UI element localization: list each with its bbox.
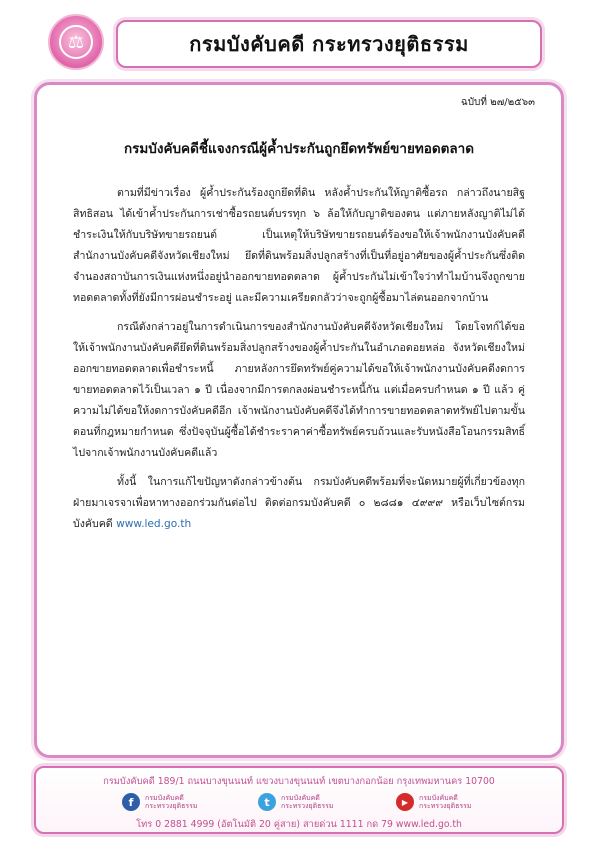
paragraph-3-text: ทั้งนี้ ในการแก้ไขปัญหาดังกล่าวข้างต้น กรมบังคับคดีพร้อมที่จะนัดหมายผู้ที่เกี่ยวข้องทุกฝ่ายมาเจรจาเพื่อหาทางออกร่วมกันต่อไป ติดต่อกรมบังคับคดี ๐ ๒๘๘๑ ๔๙๙๙ หรือเว็บไซต์กรมบังคับคดี: [73, 476, 525, 530]
page-header: [0, 0, 600, 80]
issue-number: ฉบับที่ ๒๗/๒๕๖๓: [460, 97, 535, 108]
page-title: กรมบังคับคดี กระทรวงยุติธรรม: [189, 32, 469, 56]
facebook-link[interactable]: f กรมบังคับคดี กระทรวงยุติธรรม: [122, 790, 205, 814]
headline: กรมบังคับคดีชี้แจงกรณีผู้ค้ำประกันถูกยึดทรัพย์ขายทอดตลาด: [123, 141, 475, 157]
twitter-icon: t: [258, 793, 276, 811]
social-links: [36, 790, 562, 814]
paragraph-2: กรณีดังกล่าวอยู่ในการดำเนินการของสำนักงานบังคับคดีจังหวัดเชียงใหม่ โดยโจทก์ได้ขอให้เจ้าพนักงานบังคับคดียึดที่ดินพร้อมสิ่งปลูกสร้างของผู้ค้ำประกันในอำเภอดอยหล่อ จังหวัดเชียงใหม่ ออกขายทอดตลาดเพื่อชำระหนี้ ภายหลังการยึดทรัพย์คู่ความได้ขอให้เจ้าพนักงานบังคับคดีงดการขายทอดตลาดไว้เป็นเวลา ๑ ปี เนื่องจากมีการตกลงผ่อนชำระหนี้กัน แต่เมื่อครบกำหนด ๑ ปี แล้ว คู่ความไม่ได้ขอให้งดการบังคับคดีอีก เจ้าพนักงานบังคับคดีจึงได้ทำการขายทอดตลาดทรัพย์ไปตามขั้นตอนที่กฎหมายกำหนด ซึ่งปัจจุบันผู้ซื้อได้ชำระราคาค่าซื้อทรัพย์ครบถ้วนและรับหนังสือโอนกรรมสิทธิ์ไปจากเจ้าพนักงานบังคับคดีแล้ว: [73, 321, 525, 459]
paragraph-1: ตามที่มีข่าวเรื่อง ผู้ค้ำประกันร้องถูกยึดที่ดิน หลังค้ำประกันให้ญาติซื้อรถ กล่าวถึงนายสิฐ สิทธิสอน ได้เข้าค้ำประกันการเช่าซื้อรถยนต์บรรทุก ๖ ล้อให้กับญาติของตน แต่ภายหลังญาติไม่ได้ชำระเงินให้กับบริษัทขายรถยนต์ เป็นเหตุให้บริษัทขายรถยนต์ร้องขอให้เจ้าพนักงานบังคับคดีสำนักงานบังคับคดีจังหวัดเชียงใหม่ ยึดที่ดินพร้อมสิ่งปลูกสร้างที่เป็นที่อยู่อาศัยของผู้ค้ำประกันซึ่งติดจำนองสถาบันการเงินแห่งหนึ่งอยู่นำออกขายทอดตลาด ผู้ค้ำประกันไม่เข้าใจว่าทำไมบ้านจึงถูกขายทอดตลาดทั้งที่ยังมีการผ่อนชำระอยู่ และมีความเครียดกลัวว่าจะถูกผู้ซื้อมาไล่ตนออกจากบ้าน: [73, 187, 525, 304]
department-logo: [48, 14, 104, 70]
footer-address: กรมบังคับคดี 189/1 ถนนบางขุนนนท์ แขวงบางขุนนนท์ เขตบางกอกน้อย กรุงเทพมหานคร 10700: [103, 776, 495, 787]
facebook-icon: f: [122, 793, 140, 811]
release-body: [73, 183, 525, 543]
emblem-icon: ⚖: [59, 25, 93, 59]
footer-contact: โทร 0 2881 4999 (อัตโนมัติ 20 คู่สาย) สายด่วน 1111 กด 79 www.led.go.th: [136, 819, 462, 830]
press-release-panel: [34, 82, 564, 758]
paragraph-3: [73, 472, 525, 535]
title-banner: [116, 20, 542, 68]
youtube-icon: ▶: [396, 793, 414, 811]
youtube-link[interactable]: ▶ กรมบังคับคดี กระทรวงยุติธรรม: [396, 790, 479, 814]
website-link[interactable]: www.led.go.th: [116, 518, 192, 530]
footer-banner: [34, 766, 564, 834]
twitter-link[interactable]: t กรมบังคับคดี กระทรวงยุติธรรม: [258, 790, 341, 814]
